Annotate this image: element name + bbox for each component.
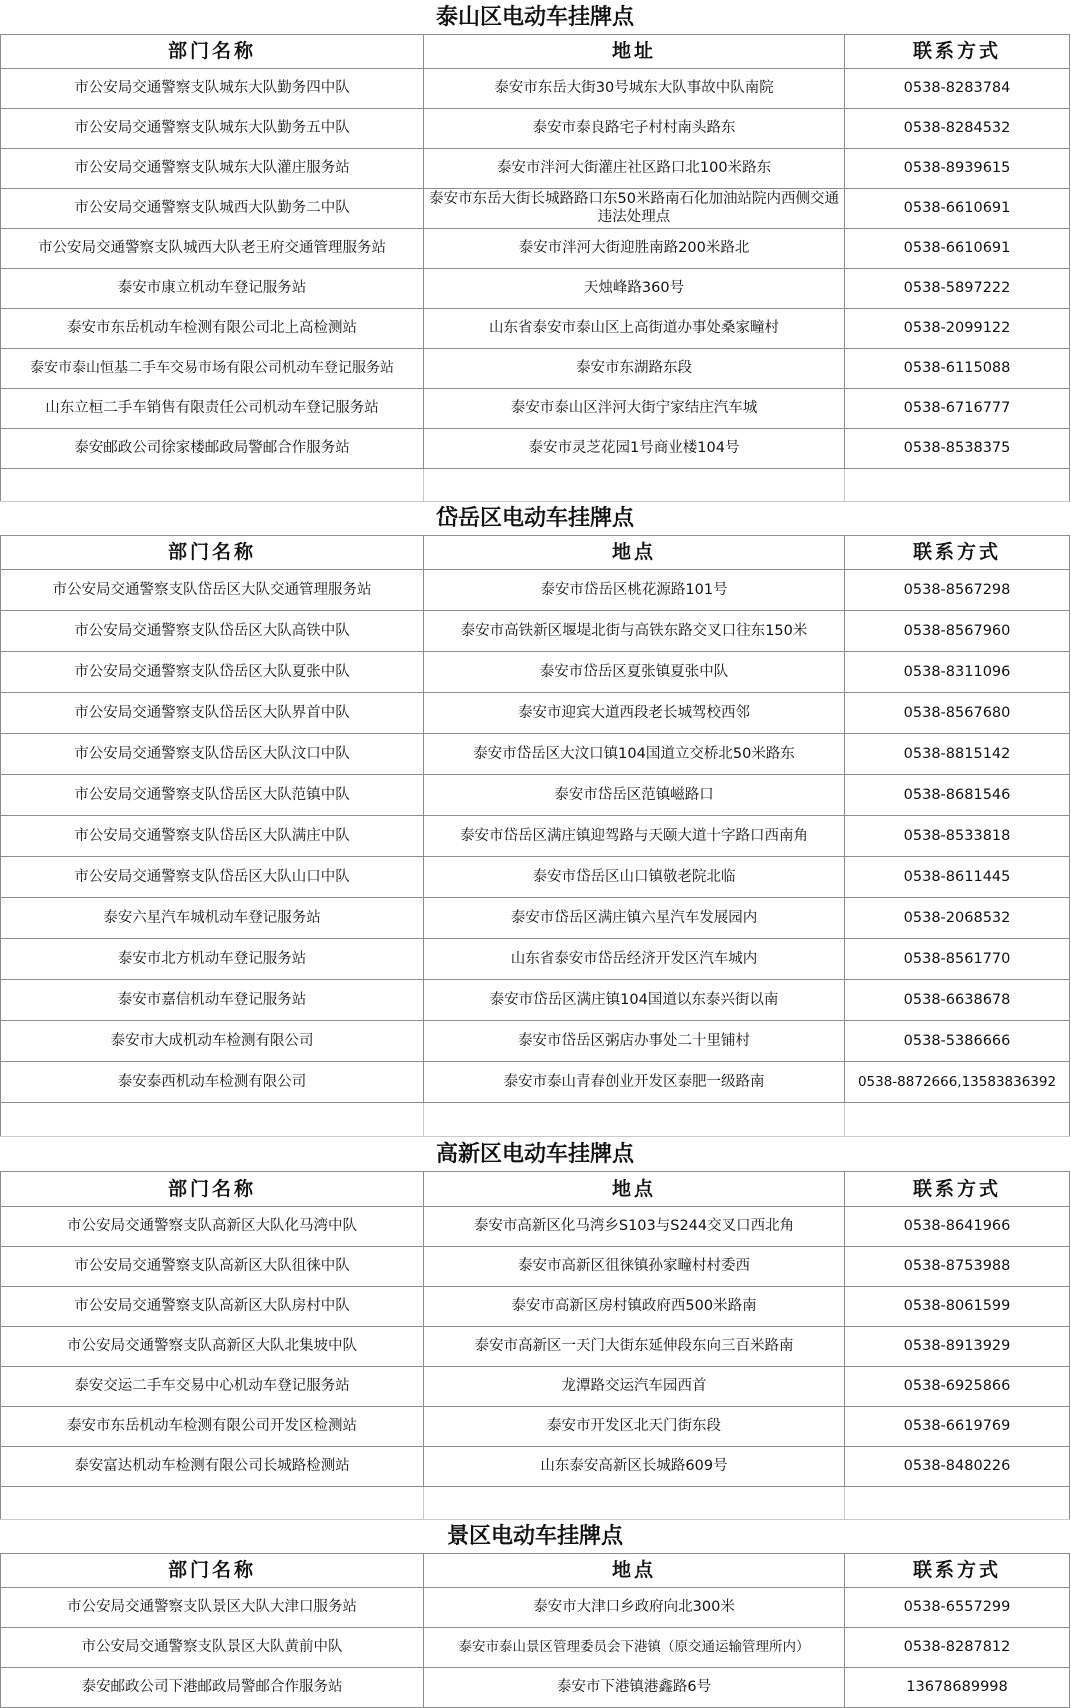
table-row bbox=[1, 938, 1070, 979]
phone-cell: 13678689998 bbox=[845, 1667, 1070, 1707]
address-cell: 泰安市东湖路东段 bbox=[424, 348, 845, 388]
department-cell: 泰安泰西机动车检测有限公司 bbox=[1, 1061, 424, 1102]
empty-cell bbox=[845, 1102, 1070, 1136]
table-row bbox=[1, 1286, 1070, 1326]
department-cell: 山东立桓二手车销售有限责任公司机动车登记服务站 bbox=[1, 388, 424, 428]
table-row bbox=[1, 1326, 1070, 1366]
phone-cell: 0538-8061599 bbox=[845, 1286, 1070, 1326]
address-cell: 泰安市泰山区泮河大街宁家结庄汽车城 bbox=[424, 388, 845, 428]
empty-cell bbox=[424, 468, 845, 501]
table-row bbox=[1, 188, 1070, 228]
department-cell: 市公安局交通警察支队城西大队勤务二中队 bbox=[1, 188, 424, 228]
address-cell: 山东省泰安市岱岳经济开发区汽车城内 bbox=[424, 938, 845, 979]
address-cell: 泰安市开发区北天门街东段 bbox=[424, 1406, 845, 1446]
phone-cell: 0538-8567680 bbox=[845, 692, 1070, 733]
department-cell: 泰安六星汽车城机动车登记服务站 bbox=[1, 897, 424, 938]
phone-cell: 0538-6716777 bbox=[845, 388, 1070, 428]
table-row bbox=[1, 610, 1070, 651]
department-cell: 泰安市嘉信机动车登记服务站 bbox=[1, 979, 424, 1020]
department-cell: 泰安市泰山恒基二手车交易市场有限公司机动车登记服务站 bbox=[1, 348, 424, 388]
department-cell: 泰安邮政公司下港邮政局警邮合作服务站 bbox=[1, 1667, 424, 1707]
table-row bbox=[1, 1406, 1070, 1446]
phone-cell: 0538-8567298 bbox=[845, 569, 1070, 610]
address-cell: 泰安市高新区化马湾乡S103与S244交叉口西北角 bbox=[424, 1206, 845, 1246]
department-cell: 泰安市东岳机动车检测有限公司北上高检测站 bbox=[1, 308, 424, 348]
table-row bbox=[1, 897, 1070, 938]
department-cell: 市公安局交通警察支队城东大队勤务五中队 bbox=[1, 108, 424, 148]
table-row bbox=[1, 1446, 1070, 1486]
address-cell: 天烛峰路360号 bbox=[424, 268, 845, 308]
department-cell: 市公安局交通警察支队高新区大队化马湾中队 bbox=[1, 1206, 424, 1246]
address-cell: 泰安市岱岳区山口镇敬老院北临 bbox=[424, 856, 845, 897]
address-cell: 泰安市岱岳区满庄镇六星汽车发展园内 bbox=[424, 897, 845, 938]
address-cell: 泰安市泰山景区管理委员会下港镇（原交通运输管理所内） bbox=[424, 1627, 845, 1667]
address-cell: 泰安市高新区徂徕镇孙家疃村村委西 bbox=[424, 1246, 845, 1286]
header-address: 地址 bbox=[424, 34, 845, 68]
table-row bbox=[1, 388, 1070, 428]
address-cell: 泰安市高铁新区堰堤北街与高铁东路交叉口往东150米 bbox=[424, 610, 845, 651]
header-contact: 联系方式 bbox=[845, 1553, 1070, 1587]
phone-cell: 0538-6619769 bbox=[845, 1406, 1070, 1446]
table-row bbox=[1, 348, 1070, 388]
department-cell: 市公安局交通警察支队城东大队灌庄服务站 bbox=[1, 148, 424, 188]
phone-cell: 0538-8681546 bbox=[845, 774, 1070, 815]
table-row bbox=[1, 108, 1070, 148]
address-cell: 泰安市岱岳区粥店办事处二十里铺村 bbox=[424, 1020, 845, 1061]
section-title-daiyue: 岱岳区电动车挂牌点 bbox=[436, 505, 635, 531]
table-row bbox=[1, 651, 1070, 692]
address-cell: 泰安市高新区房村镇政府西500米路南 bbox=[424, 1286, 845, 1326]
department-cell: 泰安市康立机动车登记服务站 bbox=[1, 268, 424, 308]
phone-cell: 0538-8287812 bbox=[845, 1627, 1070, 1667]
address-cell: 泰安市大津口乡政府向北300米 bbox=[424, 1587, 845, 1627]
table-row bbox=[1, 308, 1070, 348]
table-row bbox=[1, 1627, 1070, 1667]
table-row bbox=[1, 68, 1070, 108]
table-row bbox=[1, 1061, 1070, 1102]
empty-cell bbox=[845, 468, 1070, 501]
phone-cell: 0538-8753988 bbox=[845, 1246, 1070, 1286]
address-cell: 山东省泰安市泰山区上高街道办事处桑家疃村 bbox=[424, 308, 845, 348]
table-row bbox=[1, 428, 1070, 468]
address-cell: 泰安市东岳大街长城路路口东50米路南石化加油站院内西侧交通违法处理点 bbox=[424, 188, 845, 228]
table-row bbox=[1, 979, 1070, 1020]
table-row bbox=[1, 1667, 1070, 1707]
table-row bbox=[1, 1246, 1070, 1286]
department-cell: 市公安局交通警察支队高新区大队北集坡中队 bbox=[1, 1326, 424, 1366]
table-row bbox=[1, 1587, 1070, 1627]
department-cell: 市公安局交通警察支队岱岳区大队界首中队 bbox=[1, 692, 424, 733]
department-cell: 市公安局交通警察支队高新区大队徂徕中队 bbox=[1, 1246, 424, 1286]
address-cell: 龙潭路交运汽车园西首 bbox=[424, 1366, 845, 1406]
table-row bbox=[1, 268, 1070, 308]
department-cell: 市公安局交通警察支队城西大队老王府交通管理服务站 bbox=[1, 228, 424, 268]
address-cell: 泰安市下港镇港鑫路6号 bbox=[424, 1667, 845, 1707]
phone-cell: 0538-6638678 bbox=[845, 979, 1070, 1020]
address-cell: 泰安市岱岳区大汶口镇104国道立交桥北50米路东 bbox=[424, 733, 845, 774]
spacer-row bbox=[1, 1102, 1070, 1136]
header-department: 部门名称 bbox=[1, 1553, 424, 1587]
address-cell: 泰安市岱岳区满庄镇104国道以东泰兴街以南 bbox=[424, 979, 845, 1020]
phone-cell: 0538-6115088 bbox=[845, 348, 1070, 388]
empty-cell bbox=[1, 468, 424, 501]
header-location: 地点 bbox=[424, 1171, 845, 1206]
phone-cell: 0538-5386666 bbox=[845, 1020, 1070, 1061]
phone-cell: 0538-8533818 bbox=[845, 815, 1070, 856]
table-row bbox=[1, 1366, 1070, 1406]
phone-cell: 0538-8611445 bbox=[845, 856, 1070, 897]
empty-cell bbox=[424, 1102, 845, 1136]
department-cell: 泰安市北方机动车登记服务站 bbox=[1, 938, 424, 979]
section-title-gaoxin: 高新区电动车挂牌点 bbox=[436, 1140, 635, 1167]
department-cell: 泰安邮政公司徐家楼邮政局警邮合作服务站 bbox=[1, 428, 424, 468]
department-cell: 市公安局交通警察支队岱岳区大队范镇中队 bbox=[1, 774, 424, 815]
phone-cell: 0538-8913929 bbox=[845, 1326, 1070, 1366]
table-row bbox=[1, 692, 1070, 733]
section-title-taishan: 泰山区电动车挂牌点 bbox=[436, 3, 635, 30]
department-cell: 市公安局交通警察支队岱岳区大队高铁中队 bbox=[1, 610, 424, 651]
table-row bbox=[1, 774, 1070, 815]
empty-cell bbox=[1, 1486, 424, 1519]
address-cell: 泰安市泮河大街灌庄社区路口北100米路东 bbox=[424, 148, 845, 188]
address-cell: 泰安市泰良路宅子村村南头路东 bbox=[424, 108, 845, 148]
phone-cell: 0538-6610691 bbox=[845, 228, 1070, 268]
department-cell: 市公安局交通警察支队景区大队黄前中队 bbox=[1, 1627, 424, 1667]
address-cell: 泰安市灵芝花园1号商业楼104号 bbox=[424, 428, 845, 468]
phone-cell: 0538-8283784 bbox=[845, 68, 1070, 108]
department-cell: 市公安局交通警察支队岱岳区大队山口中队 bbox=[1, 856, 424, 897]
phone-cell: 0538-2068532 bbox=[845, 897, 1070, 938]
phone-cell: 0538-2099122 bbox=[845, 308, 1070, 348]
phone-cell: 0538-8939615 bbox=[845, 148, 1070, 188]
address-cell: 泰安市东岳大街30号城东大队事故中队南院 bbox=[424, 68, 845, 108]
department-cell: 泰安市大成机动车检测有限公司 bbox=[1, 1020, 424, 1061]
table-row bbox=[1, 733, 1070, 774]
phone-cell: 0538-8641966 bbox=[845, 1206, 1070, 1246]
address-cell: 泰安市高新区一天门大街东延伸段东向三百米路南 bbox=[424, 1326, 845, 1366]
table-row bbox=[1, 569, 1070, 610]
header-department: 部门名称 bbox=[1, 1171, 424, 1206]
phone-cell: 0538-8311096 bbox=[845, 651, 1070, 692]
phone-cell: 0538-8561770 bbox=[845, 938, 1070, 979]
department-cell: 市公安局交通警察支队岱岳区大队满庄中队 bbox=[1, 815, 424, 856]
table-row bbox=[1, 1020, 1070, 1061]
phone-cell: 0538-8815142 bbox=[845, 733, 1070, 774]
phone-cell: 0538-8480226 bbox=[845, 1446, 1070, 1486]
header-department: 部门名称 bbox=[1, 535, 424, 569]
phone-cell: 0538-8567960 bbox=[845, 610, 1070, 651]
empty-cell bbox=[1, 1102, 424, 1136]
table-row bbox=[1, 815, 1070, 856]
department-cell: 市公安局交通警察支队景区大队大津口服务站 bbox=[1, 1587, 424, 1627]
address-cell: 泰安市岱岳区范镇嵫路口 bbox=[424, 774, 845, 815]
empty-cell bbox=[845, 1486, 1070, 1519]
address-cell: 泰安市泮河大街迎胜南路200米路北 bbox=[424, 228, 845, 268]
table-row bbox=[1, 228, 1070, 268]
header-location: 地点 bbox=[424, 1553, 845, 1587]
address-cell: 泰安市岱岳区满庄镇迎驾路与天颐大道十字路口西南角 bbox=[424, 815, 845, 856]
table-row bbox=[1, 1206, 1070, 1246]
header-location: 地点 bbox=[424, 535, 845, 569]
address-cell: 泰安市泰山青春创业开发区泰肥一级路南 bbox=[424, 1061, 845, 1102]
empty-cell bbox=[424, 1486, 845, 1519]
phone-cell: 0538-6610691 bbox=[845, 188, 1070, 228]
phone-cell: 0538-8284532 bbox=[845, 108, 1070, 148]
address-cell: 山东泰安高新区长城路609号 bbox=[424, 1446, 845, 1486]
header-contact: 联系方式 bbox=[845, 34, 1070, 68]
phone-cell: 0538-6557299 bbox=[845, 1587, 1070, 1627]
phone-cell: 0538-6925866 bbox=[845, 1366, 1070, 1406]
phone-cell: 0538-8538375 bbox=[845, 428, 1070, 468]
table-row bbox=[1, 148, 1070, 188]
address-cell: 泰安市岱岳区桃花源路101号 bbox=[424, 569, 845, 610]
table-row bbox=[1, 856, 1070, 897]
header-contact: 联系方式 bbox=[845, 535, 1070, 569]
department-cell: 市公安局交通警察支队岱岳区大队交通管理服务站 bbox=[1, 569, 424, 610]
spacer-row bbox=[1, 468, 1070, 501]
address-cell: 泰安市岱岳区夏张镇夏张中队 bbox=[424, 651, 845, 692]
section-title-scenic: 景区电动车挂牌点 bbox=[447, 1523, 624, 1549]
address-cell: 泰安市迎宾大道西段老长城驾校西邻 bbox=[424, 692, 845, 733]
header-contact: 联系方式 bbox=[845, 1171, 1070, 1206]
department-cell: 泰安交运二手车交易中心机动车登记服务站 bbox=[1, 1366, 424, 1406]
spacer-row bbox=[1, 1486, 1070, 1519]
department-cell: 市公安局交通警察支队岱岳区大队汶口中队 bbox=[1, 733, 424, 774]
department-cell: 泰安富达机动车检测有限公司长城路检测站 bbox=[1, 1446, 424, 1486]
phone-cell: 0538-5897222 bbox=[845, 268, 1070, 308]
department-cell: 市公安局交通警察支队城东大队勤务四中队 bbox=[1, 68, 424, 108]
phone-cell: 0538-8872666,13583836392 bbox=[845, 1061, 1070, 1102]
department-cell: 泰安市东岳机动车检测有限公司开发区检测站 bbox=[1, 1406, 424, 1446]
department-cell: 市公安局交通警察支队岱岳区大队夏张中队 bbox=[1, 651, 424, 692]
header-department: 部门名称 bbox=[1, 34, 424, 68]
department-cell: 市公安局交通警察支队高新区大队房村中队 bbox=[1, 1286, 424, 1326]
